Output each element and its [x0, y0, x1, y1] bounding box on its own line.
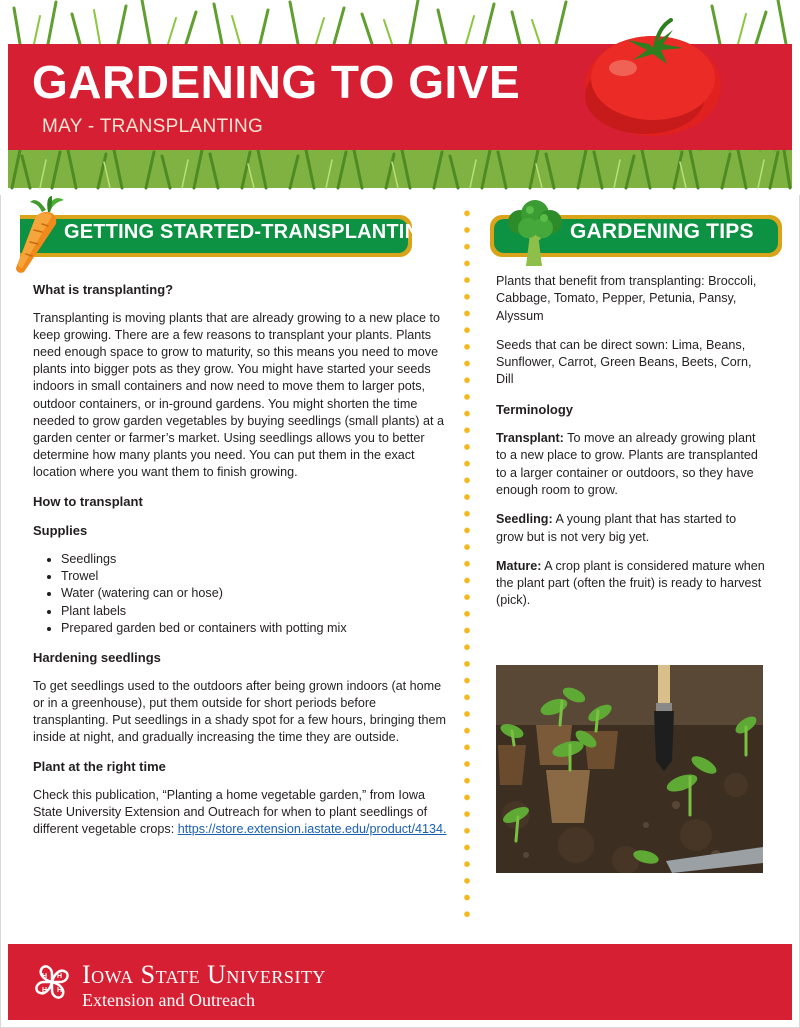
what-is-transplanting-heading: What is transplanting? — [33, 282, 174, 297]
seedling-definition — [496, 511, 766, 546]
list-item: • Prepared garden bed or containers with potting mix — [61, 620, 448, 637]
svg-text:H: H — [57, 987, 63, 994]
how-to-transplant-heading: How to transplant — [33, 494, 143, 510]
svg-text:H: H — [42, 987, 48, 994]
transplant-def-text: To move an already growing plant to a new place to grow. Plants are transplanted to a larger container or outdoors, so they have enough room to grow. — [496, 431, 758, 497]
terminology-heading: Terminology — [496, 401, 574, 417]
mature-def-text: A crop plant is considered mature when the plant part (often the fruit) is ready to harvest (pick). — [496, 558, 765, 608]
list-item: • Water (watering can or hose) — [61, 585, 448, 602]
tomato-icon — [575, 18, 725, 138]
transplant-benefit-list: Plants that benefit from transplanting: Broccoli, Cabbage, Tomato, Pepper, Petunia, Pansy, Alyssum — [496, 274, 757, 323]
svg-text:H: H — [57, 973, 63, 980]
transplant-definition — [496, 430, 766, 499]
publication-text: Check this publication, “Planting a home vegetable garden,” from Iowa State University Extension and Outreach for when to plant seedlings of different vegetable crops: — [33, 788, 428, 837]
plant-at-right-time-body — [33, 787, 448, 838]
hardening-seedlings-heading: Hardening seedlings — [33, 649, 161, 665]
supplies-heading: Supplies — [33, 523, 88, 539]
seedling-term: Seedling: — [496, 512, 553, 527]
page-subtitle: MAY - TRANSPLANTING — [42, 116, 264, 137]
svg-text:H: H — [42, 973, 48, 980]
supplies-list — [33, 551, 448, 636]
header — [0, 0, 800, 195]
plant-at-right-time-heading: Plant at the right time — [33, 759, 166, 775]
list-item: • Seedlings — [61, 551, 448, 568]
broccoli-icon — [500, 198, 570, 268]
page-title: GARDENING TO GIVE — [32, 56, 521, 108]
transplant-term: Transplant: — [496, 431, 564, 446]
extension-name: Extension and Outreach — [82, 990, 255, 1010]
column-divider — [463, 205, 471, 925]
4h-clover-icon — [30, 960, 74, 1004]
left-column — [33, 281, 448, 839]
hardening-seedlings-body: To get seedlings used to the outdoors after being grown indoors (at home or in a greenhouse), put them outside for short periods before transplanting. Put seedlings in a shady spot for a few hours, bringing them inside at night, and gradually increasing the time they are outside. — [33, 678, 447, 745]
mature-definition — [496, 558, 766, 610]
footer — [8, 944, 792, 1020]
getting-started-heading: GETTING STARTED-TRANSPLANTING — [64, 221, 435, 243]
direct-sown-list: Seeds that can be direct sown: Lima, Beans, Sunflower, Carrot, Green Beans, Beets, Corn, Dill — [496, 337, 752, 387]
what-is-transplanting-body: Transplanting is moving plants that are already growing to a new place to keep growing. There are a few reasons to transplant your plants. Plants need enough space to grow to maturity, so this means you need to move plants into bigger pots as they grow. You might have started your seeds indoors in small containers and now need to move them to larger pots, outdoor containers, or in-ground gardens. You might shorten the time needed to grow garden vegetables by buying seedlings (small plants) at a garden center or farmer’s market. Using seedlings allows you to better determine how many plants you need. You can put them in the exact location where you want them to finish growing. — [33, 311, 444, 479]
publication-link[interactable]: https://store.extension.iastate.edu/product/4134. — [177, 822, 447, 837]
carrot-icon — [12, 196, 68, 276]
seedlings-photo — [496, 665, 763, 873]
gardening-tips-heading: GARDENING TIPS — [570, 220, 754, 243]
seedling-def-text: A young plant that has started to grow but is not very big yet. — [496, 512, 737, 544]
right-column — [496, 273, 766, 610]
getting-started-banner — [20, 215, 435, 257]
university-name: Iowa State University — [82, 960, 326, 989]
list-item: • Trowel — [61, 568, 448, 585]
list-item: • Plant labels — [61, 603, 448, 620]
mature-term: Mature: — [496, 558, 542, 573]
